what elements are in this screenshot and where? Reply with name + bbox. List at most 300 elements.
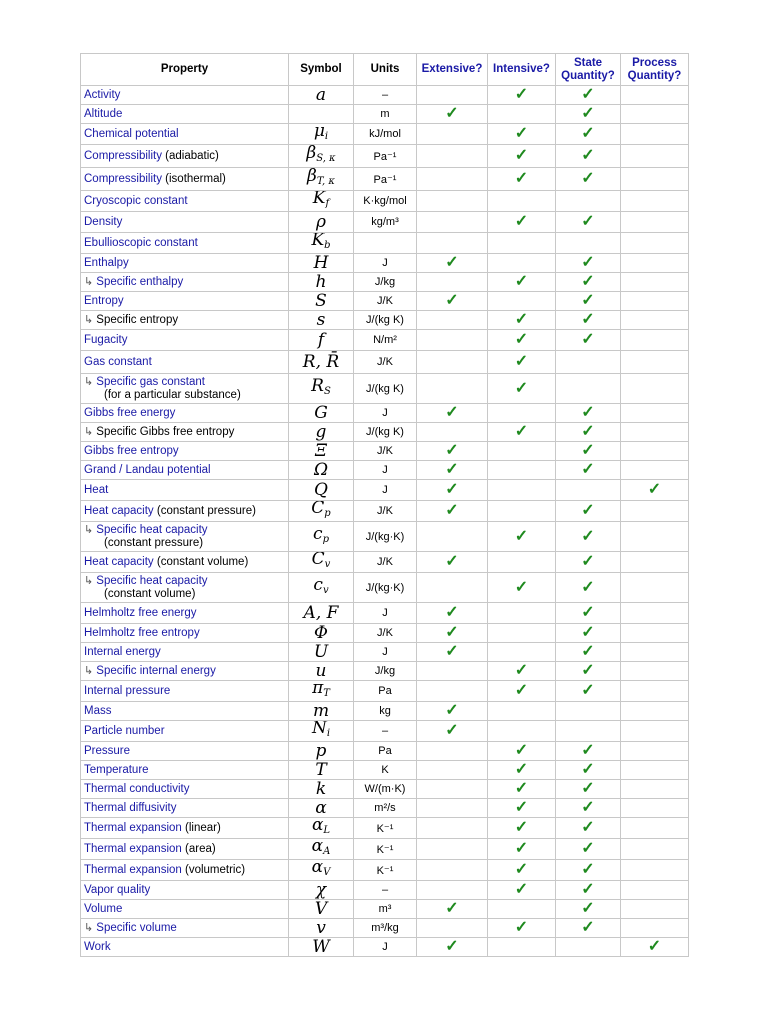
symbol-subscript: T xyxy=(323,688,330,699)
table-row xyxy=(81,191,689,212)
symbol: c xyxy=(313,523,323,544)
property-link[interactable]: Specific internal energy xyxy=(96,664,216,677)
property-cell xyxy=(81,702,289,721)
header-process-line1: Process xyxy=(632,56,677,69)
property-note: (volumetric) xyxy=(181,863,246,876)
checkmark-icon: ✓ xyxy=(581,604,595,621)
property-link[interactable]: Compressibility xyxy=(84,149,162,162)
checkmark-icon: ✓ xyxy=(581,502,595,519)
checkmark-icon: ✓ xyxy=(581,881,595,898)
extensive-cell xyxy=(417,461,488,480)
table-row xyxy=(81,86,689,105)
symbol-subscript: i xyxy=(326,728,331,739)
process-cell xyxy=(621,311,689,330)
table-body xyxy=(81,86,689,957)
symbol-cell xyxy=(289,191,354,212)
table-row xyxy=(81,900,689,919)
extensive-cell xyxy=(417,105,488,124)
state-cell xyxy=(556,881,621,900)
symbol-cell xyxy=(289,938,354,957)
header-intensive[interactable]: Intensive? xyxy=(488,54,556,86)
extensive-cell xyxy=(417,442,488,461)
extensive-cell xyxy=(417,721,488,742)
symbol-cell xyxy=(289,624,354,643)
property-link[interactable]: Ebullioscopic constant xyxy=(84,236,198,249)
checkmark-icon: ✓ xyxy=(445,442,459,459)
intensive-cell xyxy=(488,501,556,522)
property-cell xyxy=(81,681,289,702)
table-row xyxy=(81,881,689,900)
intensive-cell xyxy=(488,105,556,124)
property-cell xyxy=(81,501,289,522)
sub-arrow-icon: ↳ xyxy=(84,921,97,934)
checkmark-icon: ✓ xyxy=(445,481,459,498)
process-cell xyxy=(621,552,689,573)
extensive-cell xyxy=(417,480,488,501)
symbol: c xyxy=(313,574,323,595)
intensive-cell xyxy=(488,273,556,292)
process-cell xyxy=(621,702,689,721)
extensive-cell xyxy=(417,742,488,761)
extensive-cell xyxy=(417,254,488,273)
checkmark-icon: ✓ xyxy=(581,292,595,309)
checkmark-icon: ✓ xyxy=(581,273,595,290)
state-cell xyxy=(556,145,621,168)
table-row xyxy=(81,818,689,839)
table-row xyxy=(81,603,689,624)
property-link[interactable]: Heat capacity xyxy=(84,555,154,568)
property-link[interactable]: Internal pressure xyxy=(84,684,171,697)
units-cell: m³ xyxy=(354,900,417,919)
units-cell: J/(kg K) xyxy=(354,311,417,330)
state-cell xyxy=(556,900,621,919)
symbol-cell xyxy=(289,603,354,624)
intensive-cell xyxy=(488,780,556,799)
property-link[interactable]: Fugacity xyxy=(84,333,128,346)
property-extra: (for a particular substance) xyxy=(104,388,241,401)
table-row xyxy=(81,839,689,860)
sub-arrow-icon: ↳ xyxy=(84,425,97,438)
symbol: N xyxy=(311,720,327,738)
property-link[interactable]: Specific heat capacity xyxy=(96,574,208,587)
units-cell: N/m² xyxy=(354,330,417,351)
intensive-cell xyxy=(488,351,556,374)
property-link[interactable]: Helmholtz free energy xyxy=(84,606,197,619)
symbol-subscript: p xyxy=(324,508,331,519)
property-link[interactable]: Thermal expansion xyxy=(84,821,182,834)
state-cell xyxy=(556,330,621,351)
property-link[interactable]: Heat xyxy=(84,483,109,496)
property-cell xyxy=(81,552,289,573)
checkmark-icon: ✓ xyxy=(514,819,529,836)
property-cell xyxy=(81,799,289,818)
state-cell xyxy=(556,742,621,761)
property-link[interactable]: Thermal diffusivity xyxy=(84,801,177,814)
property-link[interactable]: Compressibility xyxy=(84,172,162,185)
units-cell: K·kg/mol xyxy=(354,191,417,212)
property-link[interactable]: Grand / Landau potential xyxy=(84,463,211,476)
symbol-subscript: b xyxy=(324,240,331,251)
property-link[interactable]: Vapor quality xyxy=(84,883,151,896)
intensive-cell xyxy=(488,311,556,330)
property-link[interactable]: Heat capacity xyxy=(84,504,154,517)
table-row xyxy=(81,374,689,404)
extensive-cell xyxy=(417,662,488,681)
checkmark-icon: ✓ xyxy=(445,553,459,570)
symbol: Φ xyxy=(314,623,328,643)
checkmark-icon: ✓ xyxy=(514,331,529,348)
symbol: Q xyxy=(314,480,328,500)
extensive-cell xyxy=(417,311,488,330)
sub-arrow-icon: ↳ xyxy=(84,574,97,587)
intensive-cell xyxy=(488,124,556,145)
extensive-cell xyxy=(417,643,488,662)
table-row xyxy=(81,124,689,145)
state-cell xyxy=(556,522,621,552)
properties-table xyxy=(80,53,689,957)
table-row xyxy=(81,721,689,742)
checkmark-icon: ✓ xyxy=(581,840,595,857)
symbol-cell xyxy=(289,919,354,938)
property-cell xyxy=(81,86,289,105)
checkmark-icon: ✓ xyxy=(514,311,529,328)
symbol-subscript: L xyxy=(323,825,331,836)
checkmark-icon: ✓ xyxy=(581,662,595,679)
symbol-cell xyxy=(289,351,354,374)
intensive-cell xyxy=(488,643,556,662)
intensive-cell xyxy=(488,624,556,643)
sub-arrow-icon: ↳ xyxy=(84,313,97,326)
extensive-cell xyxy=(417,374,488,404)
process-cell xyxy=(621,780,689,799)
property-cell xyxy=(81,573,289,603)
property-note: Specific entropy xyxy=(96,313,179,326)
property-link[interactable]: Specific enthalpy xyxy=(96,275,184,288)
checkmark-icon: ✓ xyxy=(581,624,595,641)
property-link[interactable]: Density xyxy=(84,215,123,228)
property-link[interactable]: Work xyxy=(84,940,111,953)
process-cell xyxy=(621,643,689,662)
property-link[interactable]: Activity xyxy=(84,88,121,101)
property-link[interactable]: Specific heat capacity xyxy=(96,523,208,536)
table-row xyxy=(81,860,689,881)
property-link[interactable]: Volume xyxy=(84,902,123,915)
state-cell xyxy=(556,212,621,233)
property-cell xyxy=(81,643,289,662)
state-cell xyxy=(556,552,621,573)
symbol-cell xyxy=(289,881,354,900)
process-cell xyxy=(621,919,689,938)
intensive-cell xyxy=(488,423,556,442)
process-cell xyxy=(621,168,689,191)
checkmark-icon: ✓ xyxy=(514,423,529,440)
symbol-cell xyxy=(289,311,354,330)
process-cell xyxy=(621,860,689,881)
table-row xyxy=(81,742,689,761)
symbol-subscript: f xyxy=(325,198,330,209)
process-cell xyxy=(621,818,689,839)
process-cell xyxy=(621,742,689,761)
intensive-cell xyxy=(488,552,556,573)
header-property: Property xyxy=(81,54,289,86)
property-link[interactable]: Mass xyxy=(84,704,112,717)
header-row xyxy=(81,54,689,86)
table-row xyxy=(81,919,689,938)
symbol: T xyxy=(315,760,327,780)
header-process-line2: Quantity? xyxy=(627,69,682,82)
table-row xyxy=(81,573,689,603)
checkmark-icon: ✓ xyxy=(514,881,529,898)
symbol: f xyxy=(317,330,325,350)
extensive-cell xyxy=(417,522,488,552)
state-cell xyxy=(556,702,621,721)
state-cell xyxy=(556,501,621,522)
extensive-cell xyxy=(417,292,488,311)
intensive-cell xyxy=(488,404,556,423)
units-cell: m²/s xyxy=(354,799,417,818)
process-cell xyxy=(621,461,689,480)
checkmark-icon: ✓ xyxy=(581,761,595,778)
symbol: h xyxy=(315,272,327,292)
property-link[interactable]: Specific volume xyxy=(96,921,177,934)
symbol: α xyxy=(311,838,324,856)
process-cell xyxy=(621,404,689,423)
process-cell xyxy=(621,124,689,145)
units-cell: Pa⁻¹ xyxy=(354,145,417,168)
units-cell: K⁻¹ xyxy=(354,839,417,860)
symbol-cell xyxy=(289,105,354,124)
process-cell xyxy=(621,900,689,919)
symbol-cell xyxy=(289,900,354,919)
checkmark-icon: ✓ xyxy=(514,799,529,816)
header-extensive[interactable]: Extensive? xyxy=(417,54,488,86)
symbol-cell xyxy=(289,742,354,761)
intensive-cell xyxy=(488,522,556,552)
checkmark-icon: ✓ xyxy=(445,624,459,641)
property-cell xyxy=(81,721,289,742)
property-link[interactable]: Specific gas constant xyxy=(96,375,205,388)
process-cell xyxy=(621,480,689,501)
state-cell xyxy=(556,404,621,423)
extensive-cell xyxy=(417,351,488,374)
checkmark-icon: ✓ xyxy=(445,404,459,421)
property-link[interactable]: Gas constant xyxy=(84,355,152,368)
checkmark-icon: ✓ xyxy=(581,780,595,797)
process-cell xyxy=(621,681,689,702)
symbol: χ xyxy=(315,880,327,900)
units-cell: – xyxy=(354,721,417,742)
process-cell xyxy=(621,292,689,311)
units-cell: – xyxy=(354,86,417,105)
process-cell xyxy=(621,330,689,351)
checkmark-icon: ✓ xyxy=(581,423,595,440)
symbol-subscript: A xyxy=(323,846,331,857)
property-cell xyxy=(81,938,289,957)
property-extra: (constant pressure) xyxy=(104,536,204,549)
property-note: (linear) xyxy=(181,821,221,834)
checkmark-icon: ✓ xyxy=(514,379,529,397)
symbol-cell xyxy=(289,721,354,742)
checkmark-icon: ✓ xyxy=(581,742,595,759)
checkmark-icon: ✓ xyxy=(581,311,595,328)
symbol-cell xyxy=(289,839,354,860)
table-row xyxy=(81,145,689,168)
checkmark-icon: ✓ xyxy=(445,254,459,271)
sub-arrow-icon: ↳ xyxy=(84,664,97,677)
extensive-cell xyxy=(417,780,488,799)
property-link[interactable]: Helmholtz free entropy xyxy=(84,626,200,639)
table-row xyxy=(81,938,689,957)
checkmark-icon: ✓ xyxy=(514,742,529,759)
property-note: (constant volume) xyxy=(153,555,249,568)
units-cell: J/K xyxy=(354,351,417,374)
checkmark-icon: ✓ xyxy=(445,502,459,519)
state-cell xyxy=(556,233,621,254)
symbol-subscript: v xyxy=(324,559,331,570)
symbol: K xyxy=(312,190,326,208)
symbol-subscript: v xyxy=(322,584,329,596)
extensive-cell xyxy=(417,919,488,938)
intensive-cell xyxy=(488,799,556,818)
extensive-cell xyxy=(417,761,488,780)
property-link[interactable]: Particle number xyxy=(84,724,165,737)
checkmark-icon: ✓ xyxy=(581,254,595,271)
intensive-cell xyxy=(488,919,556,938)
units-cell: W/(m·K) xyxy=(354,780,417,799)
intensive-cell xyxy=(488,681,556,702)
state-cell xyxy=(556,374,621,404)
intensive-cell xyxy=(488,480,556,501)
process-cell xyxy=(621,839,689,860)
units-cell: J/K xyxy=(354,624,417,643)
property-link[interactable]: Thermal expansion xyxy=(84,863,182,876)
symbol-cell xyxy=(289,552,354,573)
checkmark-icon: ✓ xyxy=(514,761,529,778)
property-cell xyxy=(81,818,289,839)
checkmark-icon: ✓ xyxy=(514,840,529,857)
state-cell xyxy=(556,573,621,603)
checkmark-icon: ✓ xyxy=(514,919,529,936)
property-link[interactable]: Chemical potential xyxy=(84,127,179,140)
process-cell xyxy=(621,721,689,742)
table-row xyxy=(81,643,689,662)
state-cell xyxy=(556,423,621,442)
symbol: α xyxy=(315,798,327,818)
intensive-cell xyxy=(488,212,556,233)
property-cell xyxy=(81,742,289,761)
table-row xyxy=(81,761,689,780)
units-cell: Pa xyxy=(354,742,417,761)
property-note: (area) xyxy=(181,842,216,855)
units-cell: m³/kg xyxy=(354,919,417,938)
property-link[interactable]: Temperature xyxy=(84,763,149,776)
property-cell xyxy=(81,191,289,212)
extensive-cell xyxy=(417,624,488,643)
table-row xyxy=(81,681,689,702)
process-cell xyxy=(621,254,689,273)
extensive-cell xyxy=(417,145,488,168)
intensive-cell xyxy=(488,742,556,761)
property-link[interactable]: Internal energy xyxy=(84,645,161,658)
property-link[interactable]: Enthalpy xyxy=(84,256,129,269)
units-cell: J/(kg K) xyxy=(354,423,417,442)
units-cell xyxy=(354,233,417,254)
units-cell: – xyxy=(354,881,417,900)
symbol-cell xyxy=(289,124,354,145)
extensive-cell xyxy=(417,681,488,702)
property-cell xyxy=(81,780,289,799)
state-cell xyxy=(556,124,621,145)
symbol-cell xyxy=(289,480,354,501)
property-link[interactable]: Pressure xyxy=(84,744,131,757)
symbol-cell xyxy=(289,818,354,839)
header-state-line1: State xyxy=(573,56,603,69)
intensive-cell xyxy=(488,839,556,860)
property-extra: (constant volume) xyxy=(104,587,196,600)
symbol: k xyxy=(315,779,327,799)
symbol-cell xyxy=(289,254,354,273)
symbol-cell xyxy=(289,573,354,603)
table-row xyxy=(81,168,689,191)
process-cell xyxy=(621,212,689,233)
symbol: Ξ xyxy=(315,441,327,461)
property-cell xyxy=(81,900,289,919)
extensive-cell xyxy=(417,168,488,191)
table-row xyxy=(81,254,689,273)
units-cell: J xyxy=(354,938,417,957)
intensive-cell xyxy=(488,761,556,780)
property-cell xyxy=(81,292,289,311)
units-cell: J xyxy=(354,603,417,624)
checkmark-icon: ✓ xyxy=(581,170,595,187)
symbol: p xyxy=(315,741,327,761)
property-link[interactable]: Thermal conductivity xyxy=(84,782,190,795)
property-note: (isothermal) xyxy=(161,172,226,185)
property-link[interactable]: Thermal expansion xyxy=(84,842,182,855)
symbol-cell xyxy=(289,522,354,552)
table-row xyxy=(81,702,689,721)
header-process-quantity[interactable] xyxy=(621,54,689,86)
intensive-cell xyxy=(488,233,556,254)
property-link[interactable]: Cryoscopic constant xyxy=(84,194,188,207)
table-row xyxy=(81,662,689,681)
property-link[interactable]: Gibbs free entropy xyxy=(84,444,179,457)
property-cell xyxy=(81,124,289,145)
state-cell xyxy=(556,721,621,742)
symbol-cell xyxy=(289,273,354,292)
checkmark-icon: ✓ xyxy=(581,147,595,164)
intensive-cell xyxy=(488,702,556,721)
process-cell xyxy=(621,603,689,624)
state-cell xyxy=(556,919,621,938)
property-link[interactable]: Gibbs free energy xyxy=(84,406,176,419)
intensive-cell xyxy=(488,86,556,105)
extensive-cell xyxy=(417,938,488,957)
extensive-cell xyxy=(417,900,488,919)
header-state-quantity[interactable] xyxy=(556,54,621,86)
checkmark-icon: ✓ xyxy=(445,643,459,660)
property-cell xyxy=(81,662,289,681)
units-cell: Pa xyxy=(354,681,417,702)
property-cell xyxy=(81,761,289,780)
table-row xyxy=(81,461,689,480)
extensive-cell xyxy=(417,702,488,721)
intensive-cell xyxy=(488,603,556,624)
checkmark-icon: ✓ xyxy=(581,900,595,917)
symbol-cell xyxy=(289,442,354,461)
property-link[interactable]: Entropy xyxy=(84,294,124,307)
property-link[interactable]: Altitude xyxy=(84,107,123,120)
